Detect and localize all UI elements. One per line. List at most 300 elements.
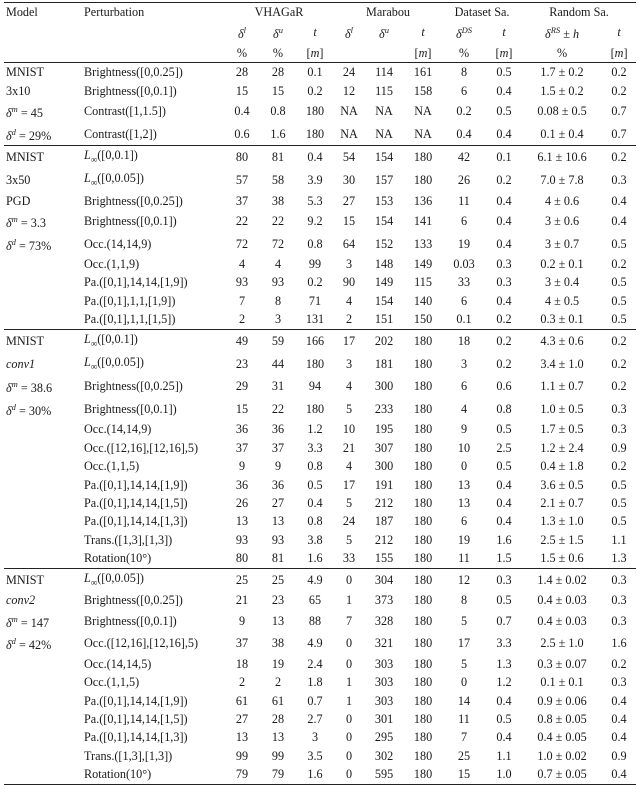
value-cell: 7 [238,293,246,308]
value-cell: 3 ± 0.6 [544,214,580,229]
value-cell: 54 [334,146,364,169]
value-cell: 81 [260,146,296,169]
vhagar-header: VHAGaR [224,3,334,22]
value-cell: 0.4 [496,126,512,141]
perturbation-cell: Brightness([0,0.1]) [84,214,177,229]
value-cell: 3.3 [496,636,512,651]
value-cell: 0.5 [496,711,512,726]
model-cell [4,457,82,475]
value-cell: 180 [404,568,442,591]
symbol-header: t [421,25,425,40]
model-cell: conv1 [6,356,36,371]
value-cell: 233 [374,401,394,416]
table-row [4,233,636,255]
value-cell: 58 [271,173,285,188]
value-cell: 99 [308,257,322,272]
perturbation-cell: Brightness([0,0.1]) [84,83,177,98]
value-cell: 0.2 ± 0.1 [540,257,584,272]
value-cell: 180 [413,477,433,492]
value-cell: NA [375,126,393,141]
symbol-header: $\delta^l$ [344,25,354,42]
value-cell: 15 [442,765,486,784]
model-cell: MNIST [4,63,82,82]
value-cell: 0.4 [234,104,250,119]
value-cell: 8 [442,63,486,82]
value-cell: 6.1 ± 10.6 [522,146,602,169]
unit-header: % [458,45,470,60]
perturbation-cell: Rotation(10°) [82,765,224,784]
value-cell: 0.2 [602,146,636,169]
value-cell: 180 [404,329,442,352]
value-cell: 180 [413,356,433,371]
model-cell [4,439,82,457]
value-cell: 25 [260,568,296,591]
value-cell: 26 [457,173,471,188]
value-cell: 7 [345,613,353,628]
value-cell: 81 [271,551,285,566]
value-cell: 0.4 [496,730,512,745]
value-cell: 1.6 [307,551,323,566]
value-cell: 2 [345,312,353,327]
value-cell: 303 [374,675,394,690]
value-cell: 300 [374,459,394,474]
value-cell: 36 [235,477,249,492]
perturbation-cell: $L_\infty([0,0.05])$ [84,170,144,188]
model-cell [4,255,82,273]
perturbation-cell: Occ.(14,14,5) [84,656,152,671]
unit-header: [m] [306,45,324,60]
value-cell: 0.3 [486,568,522,591]
unit-header: [m] [414,45,432,60]
value-cell: 57 [235,173,249,188]
table-row [4,82,636,100]
perturbation-cell: $L_\infty([0,0.1])$ [82,329,224,352]
value-cell: 0.4 ± 0.05 [537,730,587,745]
value-cell: 0.5 [307,477,323,492]
model-cell [4,692,82,710]
model-cell [4,273,82,291]
value-cell: 4 [345,379,353,394]
value-cell: 0.2 [611,356,627,371]
value-cell: 27 [342,193,356,208]
value-cell: 1.1 ± 0.7 [540,379,584,394]
header-row-units [4,44,636,63]
value-cell: 13 [271,613,285,628]
table-row [4,494,636,512]
value-cell: 302 [374,748,394,763]
value-cell: 0.3 ± 0.07 [537,656,587,671]
perturbation-cell: Contrast([1,2]) [84,126,157,141]
value-cell: 0.5 [611,495,627,510]
value-cell: 7 [460,730,468,745]
value-cell: 295 [374,730,394,745]
value-cell: 3 [460,356,468,371]
value-cell: 12 [442,568,486,591]
value-cell: 27 [271,495,285,510]
value-cell: 141 [413,214,433,229]
value-cell: 180 [413,379,433,394]
value-cell: 1.3 [611,551,627,566]
value-cell: 0.4 [602,765,636,784]
value-cell: 180 [413,636,433,651]
table-row [4,255,636,273]
model-cell: PGD [6,193,31,208]
value-cell: 1.7 ± 0.2 [522,63,602,82]
value-cell: 1.2 [496,675,512,690]
value-cell: 180 [413,656,433,671]
value-cell: 0.8 ± 0.05 [537,711,587,726]
value-cell: 1 [345,593,353,608]
value-cell: 1.0 ± 0.5 [540,401,584,416]
value-cell: 0.3 [611,593,627,608]
value-cell: 3 ± 0.7 [544,236,580,251]
value-cell: 14 [457,693,471,708]
perturbation-cell: $L_\infty([0,0.05])$ [84,354,144,371]
value-cell: 307 [374,440,394,455]
value-cell: 180 [305,356,325,371]
value-cell: 1 [345,675,353,690]
value-cell: 180 [413,401,433,416]
value-cell: NA [340,126,358,141]
value-cell: 2.7 [307,711,323,726]
model-cell: $\delta^m = 38.6$ [6,379,53,396]
perturbation-cell: Pa.([0,1],1,1,[1,9]) [84,293,176,308]
table-row [4,273,636,291]
symbol-header: $\delta^u$ [273,25,283,42]
value-cell: 1 [345,693,353,708]
value-cell: 304 [364,568,404,591]
value-cell: 72 [271,236,285,251]
value-cell: 26 [235,495,249,510]
value-cell: 0.7 [496,613,512,628]
perturbation-cell: Pa.([0,1],14,14,[1,9]) [84,275,188,290]
value-cell: 2.5 [496,440,512,455]
perturbation-cell: Rotation(10°) [84,551,152,566]
value-cell: 2 [238,675,246,690]
model-cell: 3x50 [6,173,31,188]
value-cell: 154 [374,293,394,308]
unit-header [334,44,364,63]
value-cell: 0.4 [611,693,627,708]
value-cell: 90 [342,275,356,290]
value-cell: 0.2 [611,257,627,272]
value-cell: 4 [345,459,353,474]
value-cell: 6 [460,514,468,529]
model-cell: $\delta^d = 73\%$ [6,236,52,253]
table-row [4,100,636,122]
value-cell: 21 [342,440,356,455]
value-cell: 157 [374,173,394,188]
value-cell: 0.3 [496,257,512,272]
table-row [4,292,636,310]
value-cell: 1.6 [611,636,627,651]
value-cell: 0.5 [496,593,512,608]
value-cell: 19 [457,532,471,547]
value-cell: 1.5 [496,551,512,566]
value-cell: 5.3 [307,193,323,208]
perturbation-cell: Pa.([0,1],14,14,[1,5]) [84,711,188,726]
value-cell: 1.1 [496,748,512,763]
value-cell: 24 [334,63,364,82]
value-cell: 5 [345,495,353,510]
value-cell: 1.5 ± 0.2 [540,83,584,98]
value-cell: 2.4 [307,656,323,671]
value-cell: 15 [271,83,285,98]
table-row [4,591,636,609]
value-cell: 0.5 [611,514,627,529]
value-cell: 30 [342,173,356,188]
value-cell: 5 [345,532,353,547]
value-cell: 61 [235,693,249,708]
value-cell: 22 [271,401,285,416]
model-cell: $\delta^m = 147$ [6,613,50,630]
value-cell: 0.4 [296,146,334,169]
model-header: Model [4,3,82,22]
value-cell: 4 [274,257,282,272]
perturbation-cell: Pa.([0,1],14,14,[1,9]) [84,477,188,492]
value-cell: 93 [271,532,285,547]
perturbation-cell: Trans.([1,3],[1,3]) [84,532,173,547]
value-cell: 5 [460,656,468,671]
perturbation-cell: Brightness([0,0.25]) [84,593,183,608]
value-cell: 9 [238,613,246,628]
value-cell: 180 [413,495,433,510]
value-cell: 0.3 [496,275,512,290]
value-cell: 195 [374,422,394,437]
value-cell: 1.2 ± 2.4 [540,440,584,455]
value-cell: 0.3 [611,675,627,690]
value-cell: 155 [374,551,394,566]
value-cell: 17 [342,477,356,492]
table-row [4,728,636,746]
value-cell: 0.4 [611,711,627,726]
model-cell: $\delta^m = 3.3$ [6,214,47,231]
model-cell [4,710,82,728]
value-cell: 1.1 [611,532,627,547]
value-cell: 3.8 [307,532,323,547]
value-cell: 9 [238,459,246,474]
value-cell: 0.2 [307,275,323,290]
value-cell: 36 [271,422,285,437]
value-cell: 10 [457,440,471,455]
value-cell: 38 [271,193,285,208]
table-row [4,310,636,329]
model-cell: $\delta^d = 29\%$ [6,126,52,143]
perturbation-cell: Pa.([0,1],14,14,[1,5]) [84,495,188,510]
value-cell: 0.2 [611,83,627,98]
value-cell: 38 [271,636,285,651]
symbol-header: t [617,25,621,40]
perturbation-cell: Occ.(1,1,5) [84,675,140,690]
value-cell: 0.4 [496,693,512,708]
value-cell: 0.4 ± 1.8 [540,459,584,474]
model-cell: conv2 [6,593,36,608]
value-cell: 99 [235,748,249,763]
model-cell: MNIST [4,329,82,352]
value-cell: 19 [457,236,471,251]
value-cell: 1.3 ± 1.0 [540,514,584,529]
table-row [4,457,636,475]
value-cell: 0.1 [486,146,522,169]
value-cell: 1.7 ± 0.5 [540,422,584,437]
value-cell: 1.5 ± 0.6 [540,551,584,566]
value-cell: 148 [374,257,394,272]
table-row [4,192,636,210]
value-cell: 4 [345,293,353,308]
table-row [4,398,636,420]
perturbation-cell: Trans.([1,3],[1,3]) [84,748,173,763]
unit-header: [m] [495,45,513,60]
value-cell: 153 [374,193,394,208]
value-cell: 1.4 ± 0.02 [522,568,602,591]
model-cell [4,728,82,746]
value-cell: 0.4 ± 0.03 [537,613,587,628]
perturbation-cell: Contrast([1,1.5]) [84,104,166,119]
perturbation-cell: Brightness([0,0.25]) [82,63,224,82]
value-cell: 4 ± 0.5 [544,293,580,308]
value-cell: 0.4 [456,126,472,141]
value-cell: 0.5 [611,477,627,492]
value-cell: 4.9 [296,568,334,591]
value-cell: 0.4 [307,495,323,510]
value-cell: 180 [413,514,433,529]
value-cell: 0 [460,675,468,690]
value-cell: 180 [413,459,433,474]
value-cell: 0.5 [611,236,627,251]
value-cell: 11 [458,711,470,726]
value-cell: 149 [413,257,433,272]
value-cell: 133 [413,236,433,251]
model-cell: MNIST [4,146,82,169]
value-cell: 28 [260,63,296,82]
value-cell: 64 [342,236,356,251]
value-cell: 0.1 ± 0.1 [540,675,584,690]
value-cell: 36 [271,477,285,492]
value-cell: 0.8 [307,459,323,474]
value-cell: 79 [260,765,296,784]
perturbation-cell: Pa.([0,1],14,14,[1,3]) [84,730,188,745]
table-row [4,610,636,632]
value-cell: 6 [460,293,468,308]
value-cell: 13 [457,495,471,510]
value-cell: NA [414,126,432,141]
value-cell: 0.2 [307,83,323,98]
value-cell: 0.8 [307,236,323,251]
value-cell: 0.3 [602,568,636,591]
value-cell: 0.4 [496,293,512,308]
unit-header: % [236,45,248,60]
value-cell: 181 [374,356,394,371]
value-cell: 25 [224,568,260,591]
value-cell: 321 [374,636,394,651]
value-cell: 28 [224,63,260,82]
model-cell [4,549,82,568]
value-cell: 0.4 [496,514,512,529]
value-cell: 79 [224,765,260,784]
value-cell: 13 [235,730,249,745]
value-cell: 1.6 [270,126,286,141]
value-cell: 180 [413,173,433,188]
value-cell: 0.2 [611,656,627,671]
value-cell: 33 [342,551,356,566]
perturbation-cell: Occ.(1,1,9) [84,257,140,272]
value-cell: 136 [413,193,433,208]
value-cell: 0 [345,636,353,651]
perturbation-cell: $L_\infty([0,0.1])$ [82,146,224,169]
value-cell: 0 [334,568,364,591]
value-cell: 0.9 [611,440,627,455]
value-cell: 0.2 [611,459,627,474]
value-cell: 1.3 [496,656,512,671]
value-cell: NA [375,104,393,119]
value-cell: 33 [457,275,471,290]
value-cell: 3 [311,730,319,745]
value-cell: 0.7 ± 0.05 [522,765,602,784]
value-cell: 23 [235,356,249,371]
value-cell: 88 [308,613,322,628]
value-cell: 152 [374,236,394,251]
value-cell: 301 [374,711,394,726]
value-cell: 0.4 ± 0.03 [537,593,587,608]
value-cell: 161 [404,63,442,82]
model-cell [4,494,82,512]
value-cell: 24 [342,514,356,529]
value-cell: NA [414,104,432,119]
value-cell: 0.4 [611,214,627,229]
table-row [4,146,636,169]
value-cell: 0.6 [234,126,250,141]
value-cell: 180 [305,401,325,416]
value-cell: 59 [260,329,296,352]
perturbation-cell: Brightness([0,0.1]) [84,401,177,416]
value-cell: 166 [296,329,334,352]
value-cell: 0.7 [307,693,323,708]
value-cell: 8 [460,593,468,608]
value-cell: 154 [364,146,404,169]
table-row [4,512,636,530]
table-row [4,692,636,710]
perturbation-cell: Brightness([0,0.25]) [84,193,183,208]
table-row [4,531,636,549]
value-cell: 0.4 [496,236,512,251]
value-cell: 154 [374,214,394,229]
value-cell: 0.4 [496,495,512,510]
value-cell: 1.0 ± 0.02 [537,748,587,763]
value-cell: 150 [413,312,433,327]
value-cell: 49 [224,329,260,352]
value-cell: 0.4 [611,193,627,208]
value-cell: 21 [235,593,249,608]
value-cell: 180 [413,551,433,566]
value-cell: 3.6 ± 0.5 [540,477,584,492]
table-row [4,632,636,654]
value-cell: 3.5 [307,748,323,763]
value-cell: 191 [374,477,394,492]
value-cell: 180 [413,532,433,547]
perturbation-cell: Pa.([0,1],14,14,[1,3]) [84,514,188,529]
value-cell: 1.6 [496,532,512,547]
value-cell: 15 [235,401,249,416]
value-cell: 180 [413,422,433,437]
value-cell: 202 [364,329,404,352]
table-row [4,210,636,232]
model-cell [4,673,82,691]
value-cell: 0.2 [456,104,472,119]
value-cell: 114 [364,63,404,82]
value-cell: 13 [271,514,285,529]
value-cell: 5 [460,613,468,628]
symbol-header: $\delta^{RS} \pm h$ [545,25,580,42]
